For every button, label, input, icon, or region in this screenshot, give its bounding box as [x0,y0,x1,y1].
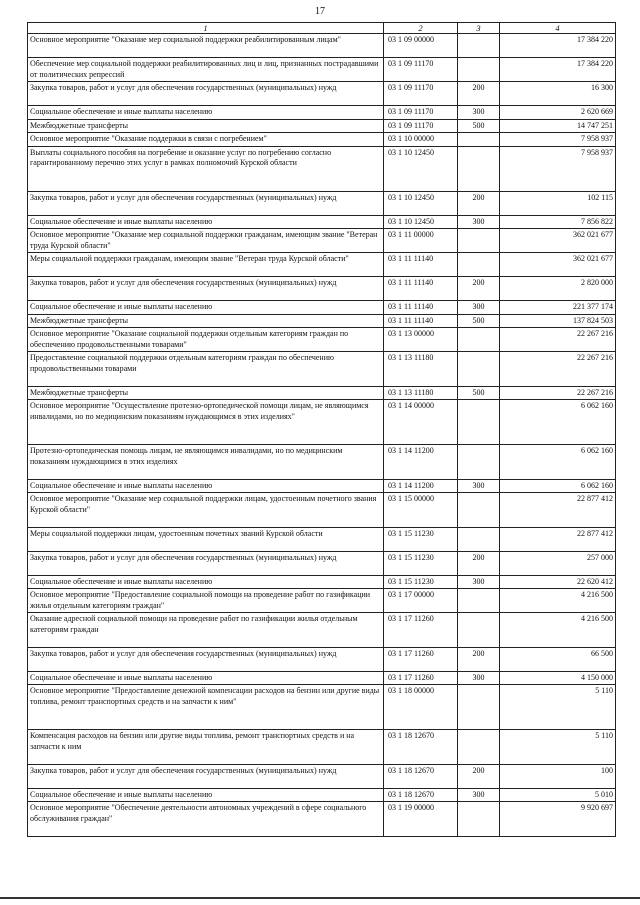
row-vr-cell [458,229,500,253]
row-vr-cell [458,400,500,445]
row-vr-cell: 200 [458,277,500,301]
row-amount-cell: 22 620 412 [500,575,616,589]
row-vr-cell [458,58,500,82]
row-name-cell: Компенсация расходов на бензин или другие виды топлива, ремонт транспортных средств и на запчасти к ним [28,730,384,765]
row-name-cell: Социальное обеспечение и иные выплаты населению [28,788,384,802]
table-row [28,671,616,685]
row-vr-cell: 200 [458,82,500,106]
row-code-cell: 03 1 13 00000 [384,328,458,352]
row-code-cell: 03 1 19 00000 [384,802,458,837]
row-code-cell: 03 1 09 11170 [384,82,458,106]
page-bottom-rule [0,897,640,899]
budget-table-container [27,22,615,837]
row-name-cell: Социальное обеспечение и иные выплаты населению [28,106,384,120]
table-row [28,229,616,253]
table-row [28,328,616,352]
table-row [28,146,616,191]
row-amount-cell: 102 115 [500,191,616,215]
row-name-cell: Основное мероприятие "Оказание мер социальной поддержки гражданам, имеющим звание "Ветеран труда Курской области" [28,229,384,253]
row-vr-cell [458,493,500,528]
row-name-cell: Социальное обеспечение и иные выплаты населению [28,671,384,685]
row-vr-cell [458,589,500,613]
row-vr-cell: 500 [458,386,500,400]
row-amount-cell: 100 [500,764,616,788]
row-code-cell: 03 1 09 00000 [384,34,458,58]
row-amount-cell: 6 062 160 [500,400,616,445]
row-code-cell: 03 1 18 12670 [384,764,458,788]
row-name-cell: Межбюджетные трансферты [28,386,384,400]
row-name-cell: Закупка товаров, работ и услуг для обеспечения государственных (муниципальных) нужд [28,551,384,575]
row-code-cell: 03 1 11 11140 [384,277,458,301]
row-code-cell: 03 1 17 11260 [384,613,458,648]
row-code-cell: 03 1 14 00000 [384,400,458,445]
row-code-cell: 03 1 10 12450 [384,191,458,215]
row-name-cell: Меры социальной поддержки гражданам, имеющим звание "Ветеран труда Курской области" [28,253,384,277]
row-vr-cell [458,730,500,765]
row-amount-cell: 5 010 [500,788,616,802]
table-row [28,314,616,328]
row-name-cell: Основное мероприятие "Обеспечение деятельности автономных учреждений в сфере социального обслуживания граждан" [28,802,384,837]
row-vr-cell: 300 [458,671,500,685]
row-code-cell: 03 1 11 11140 [384,314,458,328]
table-row [28,493,616,528]
row-vr-cell [458,685,500,730]
table-row [28,82,616,106]
row-vr-cell [458,445,500,480]
table-row [28,400,616,445]
row-amount-cell: 6 062 160 [500,479,616,493]
row-code-cell: 03 1 11 11140 [384,253,458,277]
row-amount-cell: 4 216 500 [500,613,616,648]
row-name-cell: Социальное обеспечение и иные выплаты населению [28,301,384,315]
row-code-cell: 03 1 17 11260 [384,671,458,685]
budget-table [27,22,616,837]
row-name-cell: Социальное обеспечение и иные выплаты населению [28,215,384,229]
row-amount-cell: 5 110 [500,685,616,730]
table-row [28,551,616,575]
column-header-code: 2 [384,23,458,34]
row-vr-cell: 300 [458,106,500,120]
table-row [28,253,616,277]
row-amount-cell: 22 877 412 [500,493,616,528]
row-amount-cell: 137 824 503 [500,314,616,328]
row-code-cell: 03 1 13 11180 [384,386,458,400]
row-vr-cell: 300 [458,788,500,802]
table-row [28,613,616,648]
row-name-cell: Социальное обеспечение и иные выплаты населению [28,575,384,589]
row-vr-cell [458,613,500,648]
row-name-cell: Социальное обеспечение и иные выплаты населению [28,479,384,493]
row-code-cell: 03 1 10 12450 [384,215,458,229]
table-row [28,589,616,613]
row-amount-cell: 2 820 000 [500,277,616,301]
table-row [28,788,616,802]
row-amount-cell: 7 958 937 [500,133,616,147]
row-vr-cell [458,253,500,277]
row-name-cell: Оказание адресной социальной помощи на проведение работ по газификации жилья отдельным категориям граждан [28,613,384,648]
column-header-name: 1 [28,23,384,34]
row-amount-cell: 17 384 220 [500,34,616,58]
row-name-cell: Основное мероприятие "Оказание поддержки в связи с погребением" [28,133,384,147]
table-row [28,58,616,82]
row-amount-cell: 66 500 [500,647,616,671]
row-code-cell: 03 1 18 00000 [384,685,458,730]
column-header-vr: 3 [458,23,500,34]
row-code-cell: 03 1 09 11170 [384,106,458,120]
row-name-cell: Основное мероприятие "Предоставление денежной компенсации расходов на бензин или другие виды топлива, ремонт транспортных средств и на запчасти к ним" [28,685,384,730]
row-code-cell: 03 1 15 11230 [384,551,458,575]
row-vr-cell: 300 [458,479,500,493]
row-amount-cell: 16 300 [500,82,616,106]
row-name-cell: Межбюджетные трансферты [28,119,384,133]
table-row [28,647,616,671]
table-row [28,215,616,229]
row-vr-cell [458,527,500,551]
row-vr-cell: 200 [458,191,500,215]
table-row [28,730,616,765]
row-code-cell: 03 1 18 12670 [384,788,458,802]
row-name-cell: Закупка товаров, работ и услуг для обеспечения государственных (муниципальных) нужд [28,647,384,671]
table-row [28,34,616,58]
row-name-cell: Основное мероприятие "Оказание мер социальной поддержки лицам, удостоенным почетного звания Курской области" [28,493,384,528]
row-name-cell: Закупка товаров, работ и услуг для обеспечения государственных (муниципальных) нужд [28,82,384,106]
row-vr-cell: 200 [458,551,500,575]
row-name-cell: Меры социальной поддержки лицам, удостоенным почетных званий Курской области [28,527,384,551]
page-number: 17 [315,6,325,17]
row-name-cell: Протезно-ортопедическая помощь лицам, не являющимся инвалидами, но по медицинским показаниям нуждающимся в этих изделиях [28,445,384,480]
row-amount-cell: 14 747 251 [500,119,616,133]
row-code-cell: 03 1 10 12450 [384,146,458,191]
row-amount-cell: 4 216 500 [500,589,616,613]
row-code-cell: 03 1 09 11170 [384,58,458,82]
row-vr-cell: 300 [458,575,500,589]
row-amount-cell: 9 920 697 [500,802,616,837]
table-row [28,386,616,400]
row-code-cell: 03 1 15 11230 [384,575,458,589]
row-vr-cell [458,34,500,58]
row-vr-cell: 500 [458,314,500,328]
row-amount-cell: 6 062 160 [500,445,616,480]
row-code-cell: 03 1 10 00000 [384,133,458,147]
row-code-cell: 03 1 14 11200 [384,479,458,493]
table-row [28,277,616,301]
table-row [28,802,616,837]
row-name-cell: Межбюджетные трансферты [28,314,384,328]
column-number-header [28,23,616,34]
row-name-cell: Обеспечение мер социальной поддержки реабилитированных лиц и лиц, признанных пострадавшими от политических репрессий [28,58,384,82]
row-code-cell: 03 1 15 11230 [384,527,458,551]
column-header-amount: 4 [500,23,616,34]
row-amount-cell: 257 000 [500,551,616,575]
row-amount-cell: 5 110 [500,730,616,765]
row-code-cell: 03 1 17 00000 [384,589,458,613]
row-name-cell: Закупка товаров, работ и услуг для обеспечения государственных (муниципальных) нужд [28,764,384,788]
row-code-cell: 03 1 13 11180 [384,352,458,387]
row-amount-cell: 2 620 669 [500,106,616,120]
table-row [28,301,616,315]
row-vr-cell: 500 [458,119,500,133]
table-row [28,106,616,120]
row-name-cell: Основное мероприятие "Оказание социальной поддержки отдельным категориям граждан по обеспечению продовольственными товарами" [28,328,384,352]
row-amount-cell: 362 021 677 [500,253,616,277]
row-vr-cell: 200 [458,764,500,788]
table-body [28,34,616,837]
row-name-cell: Закупка товаров, работ и услуг для обеспечения государственных (муниципальных) нужд [28,191,384,215]
row-amount-cell: 22 267 216 [500,328,616,352]
row-amount-cell: 7 958 937 [500,146,616,191]
table-row [28,133,616,147]
row-vr-cell [458,146,500,191]
row-amount-cell: 22 877 412 [500,527,616,551]
row-code-cell: 03 1 17 11260 [384,647,458,671]
row-name-cell: Основное мероприятие "Осуществление протезно-ортопедической помощи лицам, не являющимся инвалидами, но по медицинским показаниям нуждающимся в этих изделиях" [28,400,384,445]
row-vr-cell: 300 [458,215,500,229]
row-vr-cell: 300 [458,301,500,315]
table-row [28,352,616,387]
row-vr-cell: 200 [458,647,500,671]
row-amount-cell: 362 021 677 [500,229,616,253]
row-code-cell: 03 1 18 12670 [384,730,458,765]
row-amount-cell: 22 267 216 [500,352,616,387]
row-code-cell: 03 1 09 11170 [384,119,458,133]
row-code-cell: 03 1 11 11140 [384,301,458,315]
table-row [28,445,616,480]
table-row [28,685,616,730]
row-name-cell: Основное мероприятие "Оказание мер социальной поддержки реабилитированным лицам" [28,34,384,58]
row-amount-cell: 4 150 000 [500,671,616,685]
table-row [28,479,616,493]
row-amount-cell: 7 856 822 [500,215,616,229]
table-row [28,575,616,589]
row-code-cell: 03 1 11 00000 [384,229,458,253]
row-code-cell: 03 1 14 11200 [384,445,458,480]
row-code-cell: 03 1 15 00000 [384,493,458,528]
row-amount-cell: 22 267 216 [500,386,616,400]
row-amount-cell: 17 384 220 [500,58,616,82]
row-name-cell: Основное мероприятие "Предоставление социальной помощи на проведение работ по газификации жилья отдельным категориям граждан" [28,589,384,613]
table-row [28,119,616,133]
row-name-cell: Выплаты социального пособия на погребение и оказание услуг по погребению согласно гарантированному перечню этих услуг в рамках полномочий Курской области [28,146,384,191]
row-name-cell: Закупка товаров, работ и услуг для обеспечения государственных (муниципальных) нужд [28,277,384,301]
table-row [28,764,616,788]
row-vr-cell [458,133,500,147]
row-vr-cell [458,802,500,837]
row-name-cell: Предоставление социальной поддержки отдельным категориям граждан по обеспечению продовольственными товарами [28,352,384,387]
table-row [28,527,616,551]
table-row [28,191,616,215]
row-vr-cell [458,352,500,387]
row-vr-cell [458,328,500,352]
row-amount-cell: 221 377 174 [500,301,616,315]
